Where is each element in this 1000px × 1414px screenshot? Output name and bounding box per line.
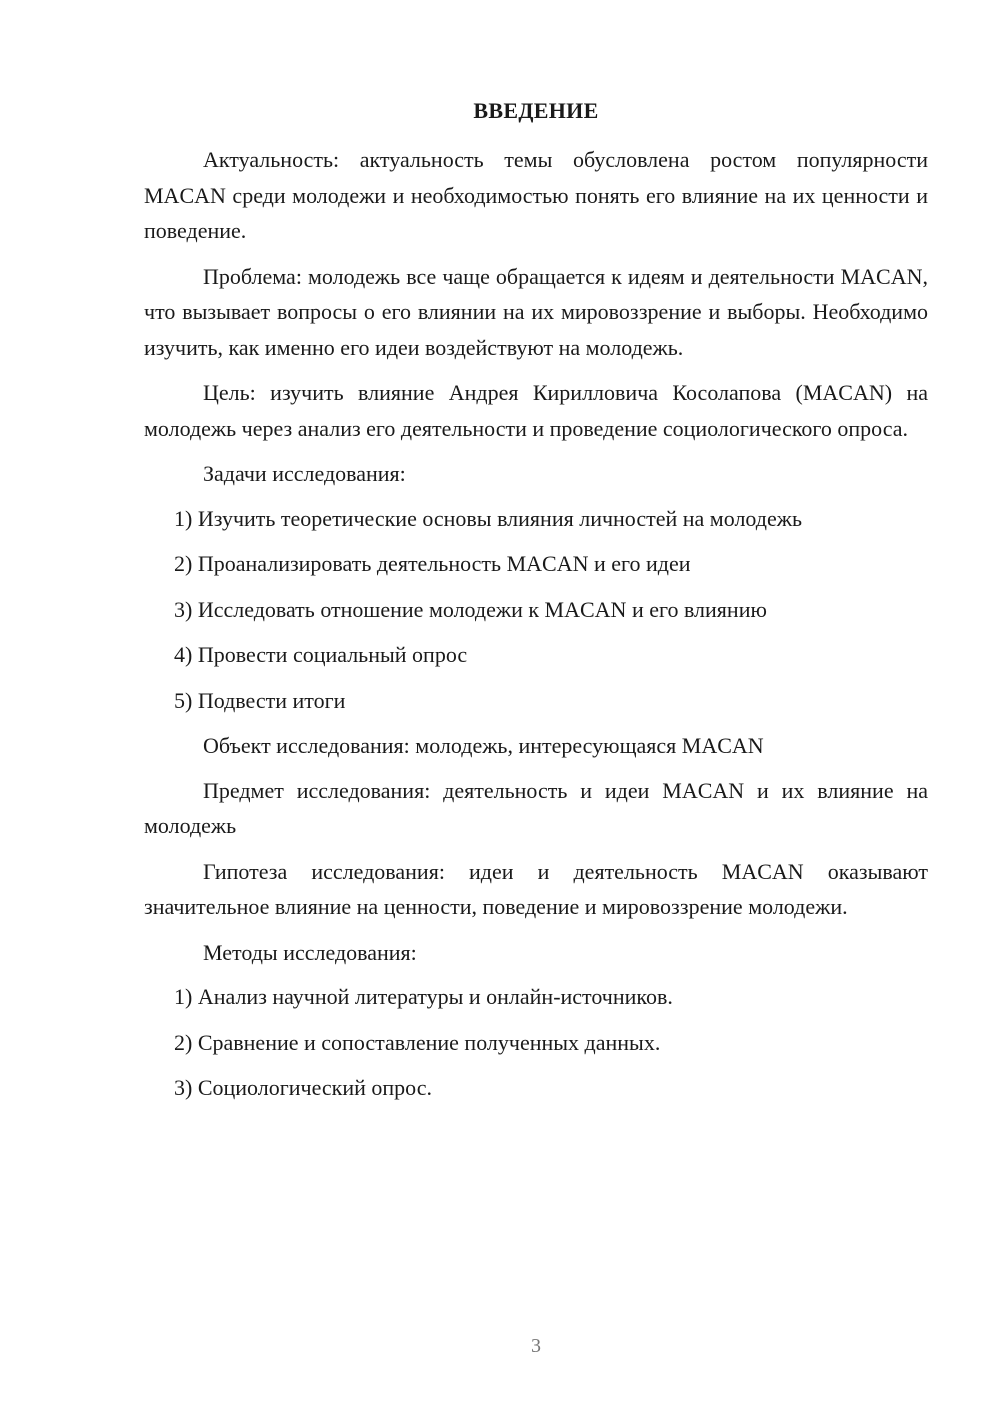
task-item: 5) Подвести итоги — [174, 687, 346, 713]
task-item: 4) Провести социальный опрос — [174, 642, 468, 667]
hypothesis-paragraph: Гипотеза исследования: идеи и деятельность MACAN оказывают значительное влияние на ценности, поведение и мировоззрение молодежи. — [144, 858, 928, 919]
object-paragraph: Объект исследования: молодежь, интересующаяся MACAN — [203, 733, 764, 758]
tasks-title: Задачи исследования: — [203, 461, 406, 486]
methods-title: Методы исследования: — [203, 939, 417, 965]
section-heading: ВВЕДЕНИЕ — [473, 98, 599, 123]
task-item: 3) Исследовать отношение молодежи к MACAN и его влиянию — [174, 596, 767, 622]
task-item: 1) Изучить теоретические основы влияния личностей на молодежь — [174, 505, 802, 531]
method-item: 2) Сравнение и сопоставление полученных данных. — [174, 1029, 661, 1055]
goal-paragraph: Цель: изучить влияние Андрея Кирилловича Косолапова (MACAN) на молодежь через анализ его деятельности и проведение социологического опроса. — [144, 380, 928, 441]
relevance-paragraph: Актуальность: актуальность темы обусловлена ростом популярности MACAN среди молодежи и необходимостью понять его влияние на их ценности и поведение. — [144, 147, 928, 243]
document-body — [144, 142, 928, 1116]
page-number: 3 — [531, 1335, 541, 1357]
task-item: 2) Проанализировать деятельность MACAN и его идеи — [174, 551, 691, 576]
methods-list — [144, 979, 928, 1116]
problem-paragraph: Проблема: молодежь все чаще обращается к идеям и деятельности MACAN, что вызывает вопросы о его влиянии на их мировоззрение и выборы. Необходимо изучить, как именно его идеи воздействуют на молодежь. — [144, 263, 928, 360]
method-item: 1) Анализ научной литературы и онлайн-источников. — [174, 984, 673, 1009]
subject-paragraph: Предмет исследования: деятельность и идеи MACAN и их влияние на молодежь — [144, 777, 928, 838]
tasks-list — [144, 501, 928, 729]
method-item: 3) Социологический опрос. — [174, 1075, 432, 1100]
